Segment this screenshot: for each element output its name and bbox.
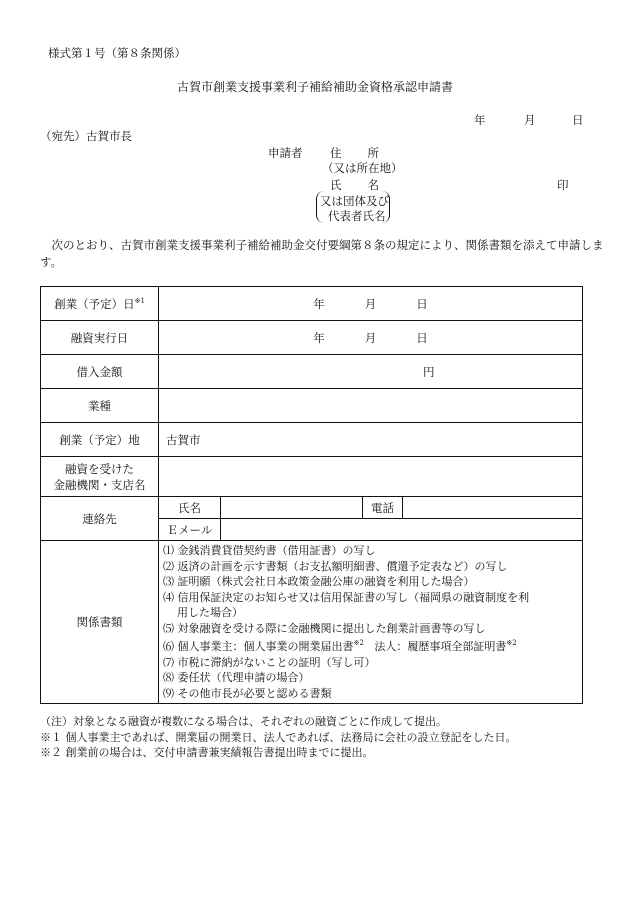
doc-item-6 bbox=[163, 636, 578, 655]
yen-unit: 円 bbox=[423, 364, 435, 379]
loan-date-field[interactable] bbox=[159, 321, 583, 355]
seal-mark: 印 bbox=[557, 178, 569, 192]
doc-item: ⑺ 市税に滞納がないことの証明（写し可） bbox=[163, 655, 376, 669]
contact-label: 連絡先 bbox=[41, 497, 159, 541]
loan-year-unit: 年 bbox=[313, 330, 325, 345]
founding-date-mark: ※1 bbox=[134, 296, 145, 305]
location-label: 創業（予定）地 bbox=[41, 423, 159, 457]
page-title: 古賀市創業支援事業利子補給補助金資格承認申請書 bbox=[176, 80, 453, 94]
date-month: 月 bbox=[524, 113, 536, 127]
notes bbox=[40, 714, 517, 761]
doc-item-6-corporate: 法人：履歴事項全部証明書 bbox=[374, 640, 507, 653]
contact-email-field[interactable] bbox=[221, 519, 583, 541]
founding-date-row bbox=[41, 287, 583, 321]
loan-day-unit: 日 bbox=[416, 330, 428, 345]
bank-row bbox=[41, 457, 583, 497]
loan-date-label: 融資実行日 bbox=[41, 321, 159, 355]
contact-name-label: 氏名 bbox=[159, 497, 221, 519]
contact-name-field[interactable] bbox=[221, 497, 363, 519]
representative-note-line2: 代表者氏名 bbox=[328, 209, 386, 223]
industry-label: 業種 bbox=[41, 389, 159, 423]
note-2: ※２ 創業前の場合は、交付申請書兼実績報告書提出時までに提出。 bbox=[40, 746, 374, 759]
contact-phone-label: 電話 bbox=[363, 497, 403, 519]
representative-note-line1: 又は団体及び bbox=[320, 194, 389, 208]
bank-label-line1: 融資を受けた bbox=[65, 461, 134, 476]
contact-phone-field[interactable] bbox=[403, 497, 583, 519]
location-row bbox=[41, 423, 583, 457]
bank-field[interactable] bbox=[159, 457, 583, 497]
loan-date-row bbox=[41, 321, 583, 355]
doc-item: ⑷ 信用保証決定のお知らせ又は信用保証書の写し（福岡県の融資制度を利 bbox=[163, 590, 530, 604]
bank-label-line2: 金融機関・支店名 bbox=[53, 477, 146, 492]
doc-item: ⑼ その他市長が必要と認める書類 bbox=[163, 686, 332, 700]
note-general: （注）対象となる融資が複数になる場合は、それぞれの融資ごとに作成して提出。 bbox=[40, 715, 447, 728]
industry-field[interactable] bbox=[159, 389, 583, 423]
date-year: 年 bbox=[474, 113, 486, 127]
founding-year-unit: 年 bbox=[313, 296, 325, 311]
loan-month-unit: 月 bbox=[364, 330, 377, 345]
loan-amount-field[interactable] bbox=[159, 355, 583, 389]
location-field[interactable] bbox=[159, 423, 583, 457]
address-label: 住所 bbox=[330, 146, 405, 160]
docs-label: 関係書類 bbox=[41, 541, 159, 704]
loan-amount-row bbox=[41, 355, 583, 389]
application-statement: 次のとおり、古賀市創業支援事業利子補給補助金交付要綱第８条の規定により、関係書類を添えて申請します。 bbox=[40, 238, 604, 269]
doc-item: ⑻ 委任状（代理申請の場合） bbox=[163, 671, 310, 684]
docs-row bbox=[41, 541, 583, 704]
contact-email-label: Ｅメール bbox=[159, 519, 221, 541]
applicant-label: 申請者 bbox=[268, 146, 303, 160]
contact-name-row bbox=[41, 497, 583, 519]
doc-item: ⑴ 金銭消費貸借契約書（借用証書）の写し bbox=[163, 544, 376, 557]
industry-row bbox=[41, 389, 583, 423]
doc-item-6-individual: ⑹ 個人事業主：個人事業の開業届出書 bbox=[163, 640, 354, 653]
founding-day-unit: 日 bbox=[416, 296, 428, 311]
loan-amount-label: 借入金額 bbox=[41, 355, 159, 389]
founding-month-unit: 月 bbox=[364, 296, 377, 311]
date-day: 日 bbox=[572, 113, 584, 127]
addressee: （宛先）古賀市長 bbox=[40, 129, 132, 143]
founding-date-label: 創業（予定）日 bbox=[54, 296, 135, 311]
doc-item: ⑸ 対象融資を受ける際に金融機関に提出した創業計画書等の写し bbox=[163, 621, 486, 635]
founding-date-label-cell bbox=[41, 287, 159, 321]
location-value: 古賀市 bbox=[166, 432, 201, 447]
application-table bbox=[40, 286, 583, 704]
doc-item-6-mark: ※2 bbox=[353, 639, 364, 647]
form-number: 様式第１号（第８条関係） bbox=[48, 46, 186, 60]
doc-item: ⑶ 証明願（株式会社日本政策金融公庫の融資を利用した場合） bbox=[163, 575, 475, 588]
doc-item-6-corp-mark: ※2 bbox=[506, 639, 517, 647]
name-label: 氏名 bbox=[330, 178, 405, 192]
note-1: ※１ 個人事業主であれば、開業届の開業日、法人であれば、法務局に会社の設立登記をした日。 bbox=[40, 730, 517, 744]
bank-label-cell bbox=[41, 457, 159, 497]
address-note: （又は所在地） bbox=[322, 161, 403, 175]
docs-list bbox=[159, 541, 583, 704]
doc-item: ⑵ 返済の計画を示す書類（お支払額明細書、償還予定表など）の写し bbox=[163, 559, 508, 573]
doc-item-continued: 用した場合） bbox=[177, 606, 243, 619]
founding-date-field[interactable] bbox=[159, 287, 583, 321]
